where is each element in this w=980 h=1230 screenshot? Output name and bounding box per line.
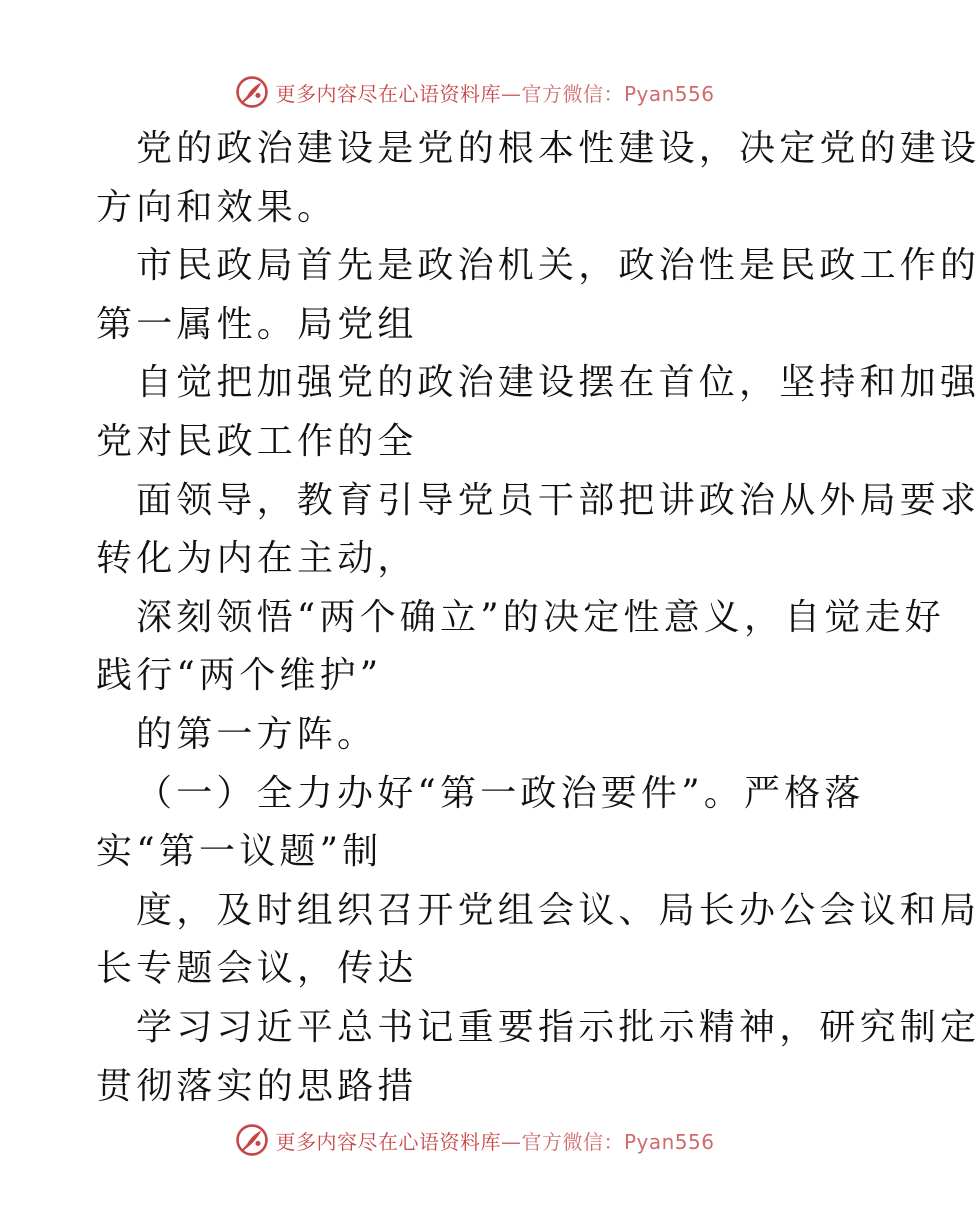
- text-line: 长专题会议，传达: [96, 948, 418, 990]
- text-line: 学习习近平总书记重要指示批示精神，研究制定: [136, 1006, 980, 1048]
- text-line: 自觉把加强党的政治建设摆在首位，坚持和加强: [136, 362, 980, 404]
- text-line: 转化为内在主动，: [96, 538, 418, 580]
- text-line: 实“第一议题”制: [96, 831, 383, 873]
- text-line: 党的政治建设是党的根本性建设，决定党的建设: [136, 128, 980, 169]
- footer-watermark: [0, 1120, 950, 1160]
- text-line: （一）全力办好“第一政治要件”。严格落: [136, 772, 865, 814]
- text-line: 面领导，教育引导党员干部把讲政治从外局要求: [136, 479, 980, 521]
- text-line: 方向和效果。: [96, 186, 338, 228]
- watermark-text: 更多内容尽在心语资料库—官方微信：Pyan556: [275, 1129, 715, 1154]
- text-line: 第一属性。局党组: [96, 303, 418, 345]
- header-watermark: [0, 72, 950, 112]
- text-line: 党对民政工作的全: [96, 420, 418, 462]
- text-line: 度，及时组织召开党组会议、局长办公会议和局: [136, 889, 980, 931]
- text-line: 深刻领悟“两个确立”的决定性意义，自觉走好: [136, 596, 946, 638]
- text-line: 的第一方阵。: [136, 713, 378, 755]
- text-line: 践行“两个维护”: [96, 655, 383, 697]
- text-line: 市民政局首先是政治机关，政治性是民政工作的: [136, 245, 980, 287]
- pen-feather-logo-icon: [235, 1123, 269, 1157]
- pen-feather-logo-icon: [235, 75, 269, 109]
- document-body: [96, 120, 980, 1116]
- text-line: 贯彻落实的思路措: [96, 1065, 418, 1107]
- watermark-text: 更多内容尽在心语资料库—官方微信：Pyan556: [275, 81, 715, 106]
